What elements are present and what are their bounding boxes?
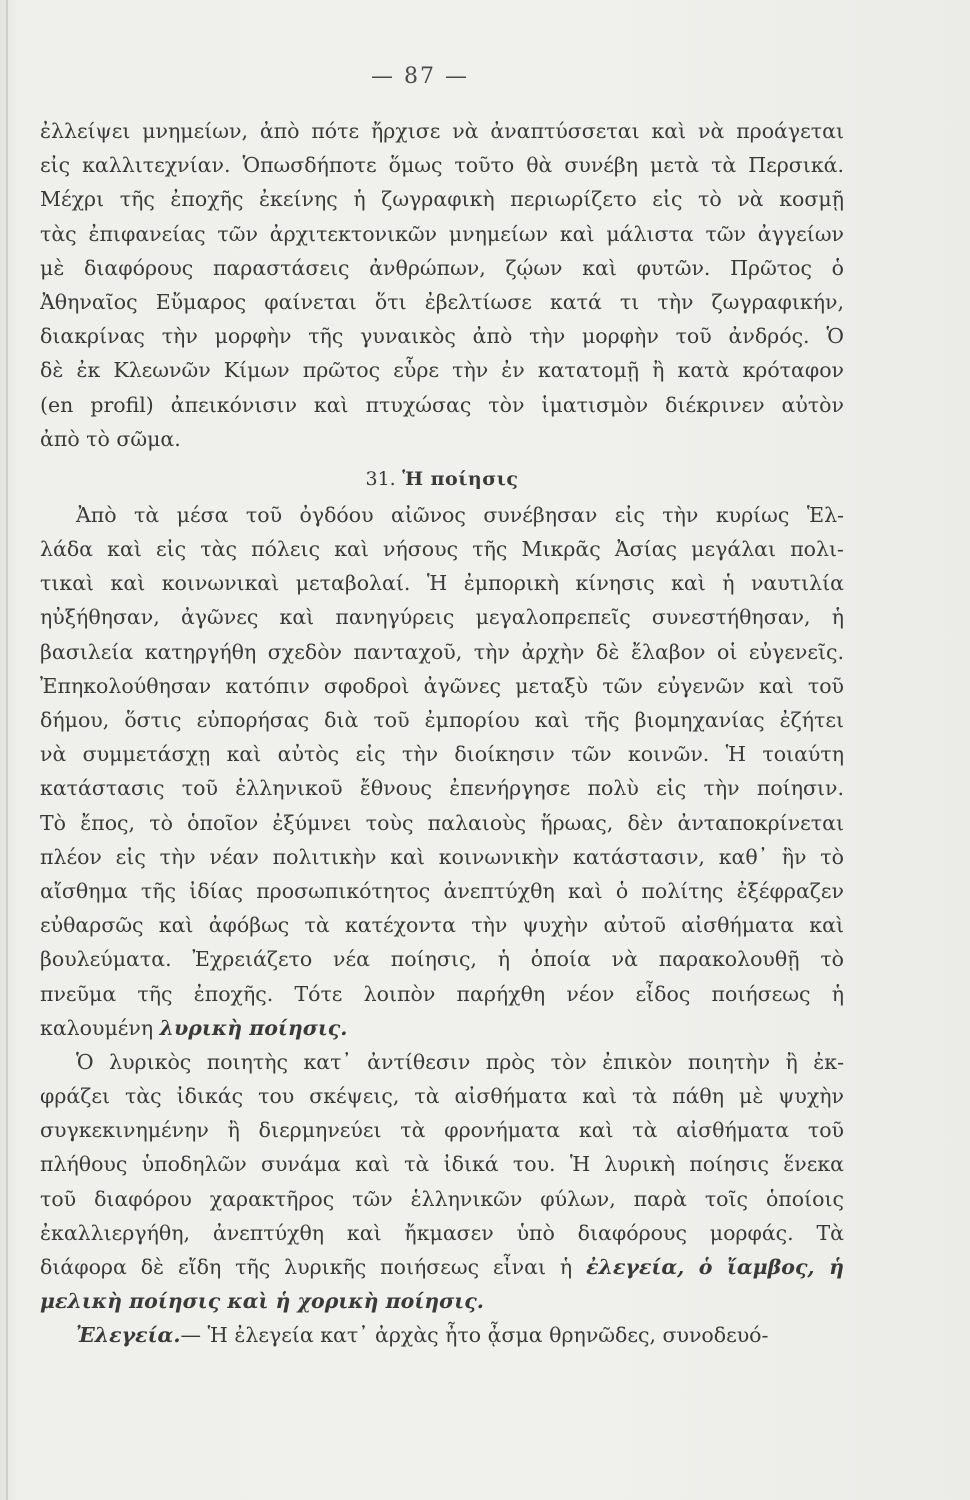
text-line: τὰς ἐπιφανείας τῶν ἀρχιτεκτονικῶν μνημείων καὶ μάλιστα τῶν ἀγγείων xyxy=(40,221,844,246)
text-line: δὲ ἐκ Κλεωνῶν Κίμων πρῶτος εὗρε τὴν ἐν κατατομῇ ἢ κατὰ κρόταφον xyxy=(40,358,844,383)
text-line: πνεῦμα τῆς ἐποχῆς. Τότε λοιπὸν παρήχθη νέον εἶδος ποιήσεως ἡ xyxy=(40,981,844,1006)
page-spine-edge xyxy=(6,0,8,1500)
page-number: — 87 — xyxy=(371,64,469,89)
text-line: ἐλλείψει μνημείων, ἀπὸ πότε ἤρχισε νὰ ἀναπτύσσεται καὶ νὰ προάγεται xyxy=(40,119,844,143)
emphasis-term: Ἐλεγεία. xyxy=(76,1323,181,1348)
text-line: λάδα καὶ εἰς τὰς πόλεις καὶ νήσους τῆς Μικρᾶς Ἀσίας μεγάλαι πολι- xyxy=(40,537,844,562)
text-line: Ἀπὸ τὰ μέσα τοῦ ὀγδόου αἰῶνος συνέβησαν εἰς τὴν κυρίως Ἑλ- xyxy=(76,502,844,527)
text-line: φράζει τὰς ἰδικάς του σκέψεις, τὰ αἰσθήματα καὶ τὰ πάθη μὲ ψυχὴν xyxy=(40,1084,844,1109)
text-span: διάφορα δὲ εἴδη τῆς λυρικῆς ποιήσεως εἶναι ἡ xyxy=(40,1255,587,1279)
text-line: Τὸ ἔπος, τὸ ὁποῖον ἐξύμνει τοὺς παλαιοὺς ἥρωας, δὲν ἀνταποκρίνεται xyxy=(40,810,844,835)
text-line: Μέχρι τῆς ἐποχῆς ἐκείνης ἡ ζωγραφικὴ περιωρίζετο εἰς τὸ νὰ κοσμῇ xyxy=(40,187,844,212)
text-line: Ὁ λυρικὸς ποιητὴς κατ᾽ ἀντίθεσιν πρὸς τὸν ἐπικὸν ποιητὴν ἢ ἐκ- xyxy=(76,1049,844,1074)
body-text xyxy=(40,114,844,1353)
section-heading xyxy=(40,456,844,498)
paragraph-1 xyxy=(40,114,844,456)
text-line: ἀπὸ τὸ σῶμα. xyxy=(40,426,181,451)
paragraph-3 xyxy=(40,1045,844,1319)
text-line: ηὐξήθησαν, ἀγῶνες καὶ πανηγύρεις μεγαλοπρεπεῖς συνεστήθησαν, ἡ xyxy=(40,605,844,630)
text-line: βουλεύματα. Ἐχρειάζετο νέα ποίησις, ἡ ὁποία νὰ παρακολουθῇ τὸ xyxy=(40,947,844,972)
text-line: βασιλεία κατηργήθη σχεδὸν πανταχοῦ, τὴν ἀρχὴν δὲ ἔλαβον οἱ εὐγενεῖς. xyxy=(40,639,844,664)
emphasis-term: λυρικὴ ποίησις. xyxy=(159,1015,348,1040)
emphasis-term: ἐλεγεία, ὁ ἴαμβος, ἡ xyxy=(586,1255,844,1279)
text-line xyxy=(40,1250,844,1284)
text-line xyxy=(40,1284,844,1318)
text-line: Ἐπηκολούθησαν κατόπιν σφοδροὶ ἀγῶνες μεταξὺ τῶν εὐγενῶν καὶ τοῦ xyxy=(40,673,844,698)
text-line: εἰς καλλιτεχνίαν. Ὁπωσδήποτε ὅμως τοῦτο θὰ συνέβη μετὰ τὰ Περσικά. xyxy=(40,153,844,178)
text-line: αἴσθημα τῆς ἰδίας προσωπικότητος ἀνεπτύχθη καὶ ὁ πολίτης ἐξέφραζεν xyxy=(40,878,844,903)
section-number: 31. xyxy=(365,467,396,490)
text-line: ἐκαλλιεργήθη, ἀνεπτύχθη καὶ ἤκμασεν ὑπὸ διαφόρους μορφάς. Τὰ xyxy=(40,1220,844,1245)
text-line: νὰ συμμετάσχῃ καὶ αὐτὸς εἰς τὴν διοίκησιν τῶν κοινῶν. Ἡ τοιαύτη xyxy=(40,742,844,767)
text-line: τικαὶ καὶ κοινωνικαὶ μεταβολαί. Ἡ ἐμπορικὴ κίνησις καὶ ἡ ναυτιλία xyxy=(40,571,844,596)
paragraph-2 xyxy=(40,498,844,1045)
text-line: Ἀθηναῖος Εὔμαρος φαίνεται ὅτι ἐβελτίωσε κατά τι τὴν ζωγραφικήν, xyxy=(40,289,844,314)
emphasis-term: μελικὴ ποίησις καὶ ἡ χορικὴ ποίησις. xyxy=(40,1289,484,1314)
text-span: καλουμένη xyxy=(40,1015,160,1040)
text-line: πλέον εἰς τὴν νέαν πολιτικὴν καὶ κοινωνικὴν κατάστασιν, καθ᾽ ἣν τὸ xyxy=(40,844,844,869)
text-line xyxy=(40,1011,844,1045)
text-line: συγκεκινημένην ἢ διερμηνεύει τὰ φρονήματα καὶ τὰ αἰσθήματα τοῦ xyxy=(40,1118,844,1143)
text-line: κατάστασις τοῦ ἑλληνικοῦ ἔθνους ἐπενήργησε πολὺ εἰς τὴν ποίησιν. xyxy=(40,776,844,801)
paragraph-4 xyxy=(40,1318,844,1352)
text-line: τοῦ διαφόρου χαρακτῆρος τῶν ἑλληνικῶν φύλων, παρὰ τοῖς ὁποίοις xyxy=(40,1186,844,1211)
text-line: (en profil) ἀπεικόνισιν καὶ πτυχώσας τὸν ἱματισμὸν διέκρινεν αὐτὸν xyxy=(40,392,844,417)
text-line: πλήθους ὑποδηλῶν συνάμα καὶ τὰ ἰδικά του. Ἡ λυρικὴ ποίησις ἕνεκα xyxy=(40,1152,844,1177)
text-line: διακρίνας τὴν μορφὴν τῆς γυναικὸς ἀπὸ τὴν μορφὴν τοῦ ἀνδρός. Ὁ xyxy=(40,324,844,349)
text-span: — Ἡ ἐλεγεία κατ᾽ ἀρχὰς ἦτο ᾆσμα θρηνῶδες, συνοδευό- xyxy=(180,1323,769,1348)
text-line: δήμου, ὅστις εὐπορήσας διὰ τοῦ ἐμπορίου καὶ τῆς βιομηχανίας ἐζήτει xyxy=(40,708,844,732)
section-title: Ἡ ποίησις xyxy=(402,467,519,490)
text-line: εὐθαρσῶς καὶ ἀφόβως τὰ κατέχοντα τὴν ψυχὴν αὐτοῦ αἰσθήματα καὶ xyxy=(40,913,844,938)
text-line: μὲ διαφόρους παραστάσεις ἀνθρώπων, ζῴων καὶ φυτῶν. Πρῶτος ὁ xyxy=(40,255,844,280)
text-line xyxy=(40,1318,844,1352)
